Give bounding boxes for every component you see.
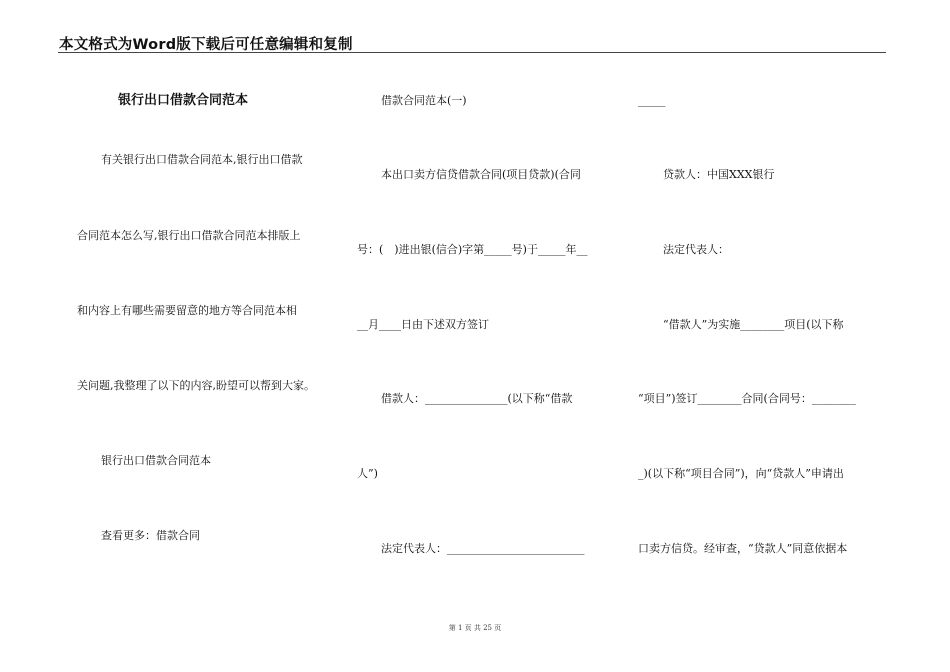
column1-line: 和内容上有哪些需要留意的地方等合同范本相: [77, 304, 297, 317]
column3-line: 法定代表人：: [663, 243, 729, 256]
column1-line: 合同范本怎么写,银行出口借款合同范本排版上: [77, 229, 301, 242]
column1-line: 银行出口借款合同范本: [101, 454, 211, 467]
column3-line: _____: [638, 94, 666, 107]
column2-line: 法定代表人：_________________________: [381, 542, 585, 555]
column1-line: 查看更多：借款合同: [101, 529, 200, 542]
column2-line: 借款人：_______________(以下称“借款: [381, 392, 573, 405]
column2-line: 本出口卖方信贷借款合同(项目贷款)(合同: [381, 168, 581, 181]
column2-line: 号：( )进出银(信合)字第_____号)于_____年__: [357, 243, 588, 256]
column2-line: 借款合同范本(一): [381, 94, 467, 107]
page-number: 第 1 页 共 25 页: [448, 624, 502, 632]
column1-line: 关问题,我整理了以下的内容,盼望可以帮到大家。: [77, 379, 315, 392]
document-title: 银行出口借款合同范本: [118, 93, 249, 108]
header-divider: [58, 52, 886, 53]
column2-line: __月____日由下述双方签订: [357, 318, 489, 331]
column3-line: “借款人”为实施________项目(以下称: [663, 318, 844, 331]
column3-line: _)(以下称“项目合同”)，向“贷款人”申请出: [638, 467, 844, 480]
column3-line: 口卖方信贷。经审查，“贷款人”同意依据本: [638, 542, 848, 555]
column3-line: “项目”)签订________合同(合同号：________: [638, 392, 856, 405]
column2-line: 人”): [357, 467, 378, 480]
document-header: 本文格式为Word版下载后可任意编辑和复制: [59, 37, 353, 53]
column1-line: 有关银行出口借款合同范本,银行出口借款: [101, 153, 303, 166]
column3-line: 贷款人：中国XXX银行: [663, 168, 775, 181]
